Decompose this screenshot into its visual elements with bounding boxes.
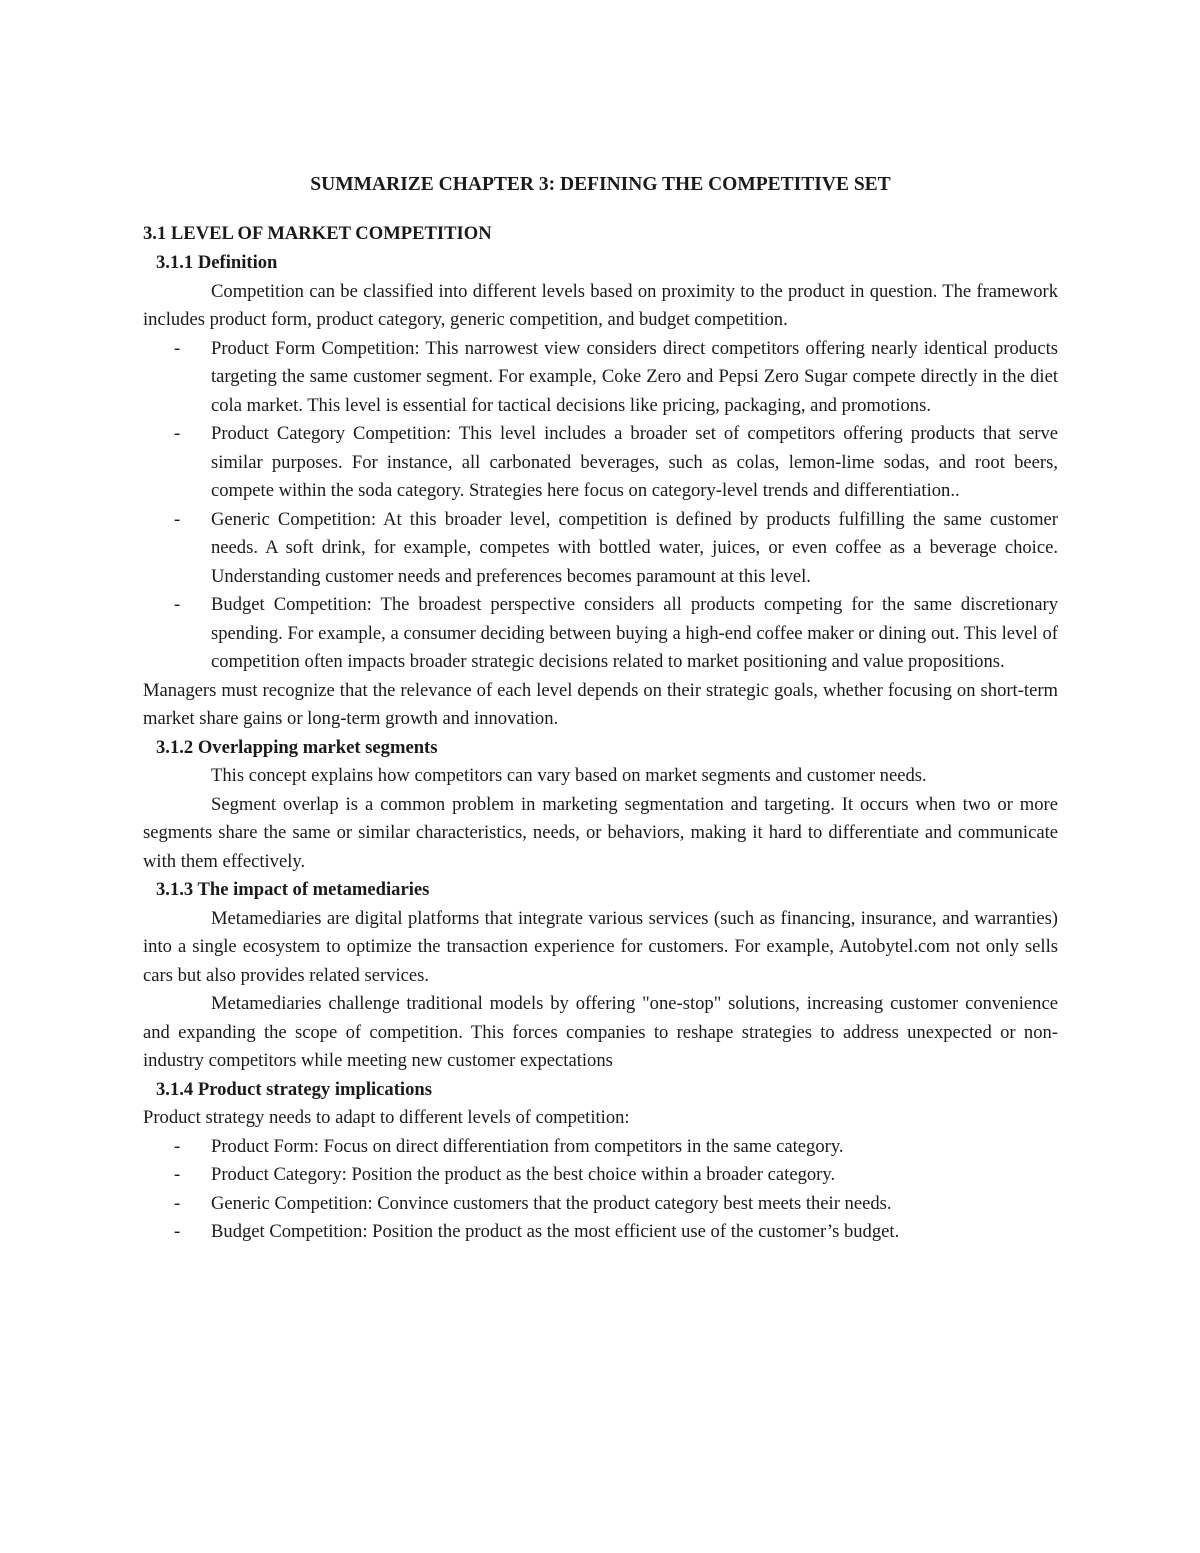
metamediaries-paragraph-2: Metamediaries challenge traditional models by offering "one-stop" solutions, increasing customer convenience and expanding the scope of competition. This forces companies to reshape strategies to address unexpected or non-industry competitors while meeting new customer expectations: [143, 993, 1058, 1071]
product-strategy-list: [143, 1133, 1058, 1247]
definition-intro: Competition can be classified into different levels based on proximity to the product in question. The framework includes product form, product category, generic competition, and budget competition.: [143, 280, 1058, 330]
product-strategy-intro: Product strategy needs to adapt to different levels of competition:: [143, 1107, 630, 1128]
dash-bullet: -: [174, 508, 181, 530]
section-heading: 3.1 LEVEL OF MARKET COMPETITION: [143, 223, 492, 244]
overlapping-paragraph-2: Segment overlap is a common problem in marketing segmentation and targeting. It occurs when two or more segments share the same or similar characteristics, needs, or behaviors, making it hard to differentiate and communicate with them effectively.: [143, 793, 1058, 872]
list-item-text: Product Category Competition: This level includes a broader set of competitors offering products that serve similar purposes. For instance, all carbonated beverages, such as colas, lemon-lime sodas, and root beers, compete within the soda category. Strategies here focus on category-level trends and differentiation..: [211, 423, 1058, 501]
list-item: [143, 591, 1058, 677]
dash-bullet: -: [174, 1192, 181, 1214]
competition-levels-list: [143, 335, 1058, 677]
list-item-text: Budget Competition: Position the product as the most efficient use of the customer’s budget.: [211, 1221, 900, 1242]
list-item: [143, 420, 1058, 506]
subsection-heading-definition: 3.1.1 Definition: [156, 252, 278, 273]
list-item-text: Product Form Competition: This narrowest view considers direct competitors offering nearly identical products targeting the same customer segment. For example, Coke Zero and Pepsi Zero Sugar compete directly in the diet cola market. This level is essential for tactical decisions like pricing, packaging, and promotions.: [211, 337, 1058, 416]
list-item-text: Product Form: Focus on direct differentiation from competitors in the same category.: [211, 1135, 844, 1157]
list-item-text: Budget Competition: The broadest perspective considers all products competing for the same discretionary spending. For example, a consumer deciding between buying a high-end coffee maker or dining out. This level of competition often impacts broader strategic decisions related to market positioning and value propositions.: [211, 594, 1058, 672]
dash-bullet: -: [174, 1221, 181, 1242]
document-title: SUMMARIZE CHAPTER 3: DEFINING THE COMPETITIVE SET: [310, 174, 891, 195]
list-item-text: Generic Competition: Convince customers that the product category best meets their needs.: [211, 1192, 892, 1214]
metamediaries-paragraph-1: Metamediaries are digital platforms that integrate various services (such as financing, insurance, and warranties) into a single ecosystem to optimize the transaction experience for customers. For example, Autobytel.com not only sells cars but also provides related services.: [143, 907, 1058, 986]
definition-conclusion: Managers must recognize that the relevance of each level depends on their strategic goals, whether focusing on short-term market share gains or long-term growth and innovation.: [143, 679, 1058, 729]
subsection-heading-metamediaries: 3.1.3 The impact of metamediaries: [156, 879, 430, 900]
list-item-text: Generic Competition: At this broader level, competition is defined by products fulfilling the same customer needs. A soft drink, for example, competes with bottled water, juices, or even coffee as a beverage choice. Understanding customer needs and preferences becomes paramount at this level.: [211, 508, 1058, 587]
list-item: [143, 1161, 1058, 1190]
list-item: [143, 506, 1058, 592]
overlapping-paragraph-1: This concept explains how competitors can vary based on market segments and customer needs.: [211, 765, 927, 786]
list-item: [143, 1133, 1058, 1162]
dash-bullet: -: [174, 423, 181, 444]
list-item: [143, 1218, 1058, 1247]
document-content: [143, 170, 1058, 1247]
list-item: [143, 1190, 1058, 1219]
dash-bullet: -: [174, 1135, 181, 1157]
list-item: [143, 335, 1058, 421]
subsection-heading-overlapping: 3.1.2 Overlapping market segments: [156, 736, 438, 758]
dash-bullet: -: [174, 337, 181, 359]
dash-bullet: -: [174, 1164, 181, 1185]
subsection-heading-product-strategy: 3.1.4 Product strategy implications: [156, 1078, 432, 1100]
list-item-text: Product Category: Position the product as the best choice within a broader category.: [211, 1164, 836, 1185]
dash-bullet: -: [174, 594, 181, 615]
